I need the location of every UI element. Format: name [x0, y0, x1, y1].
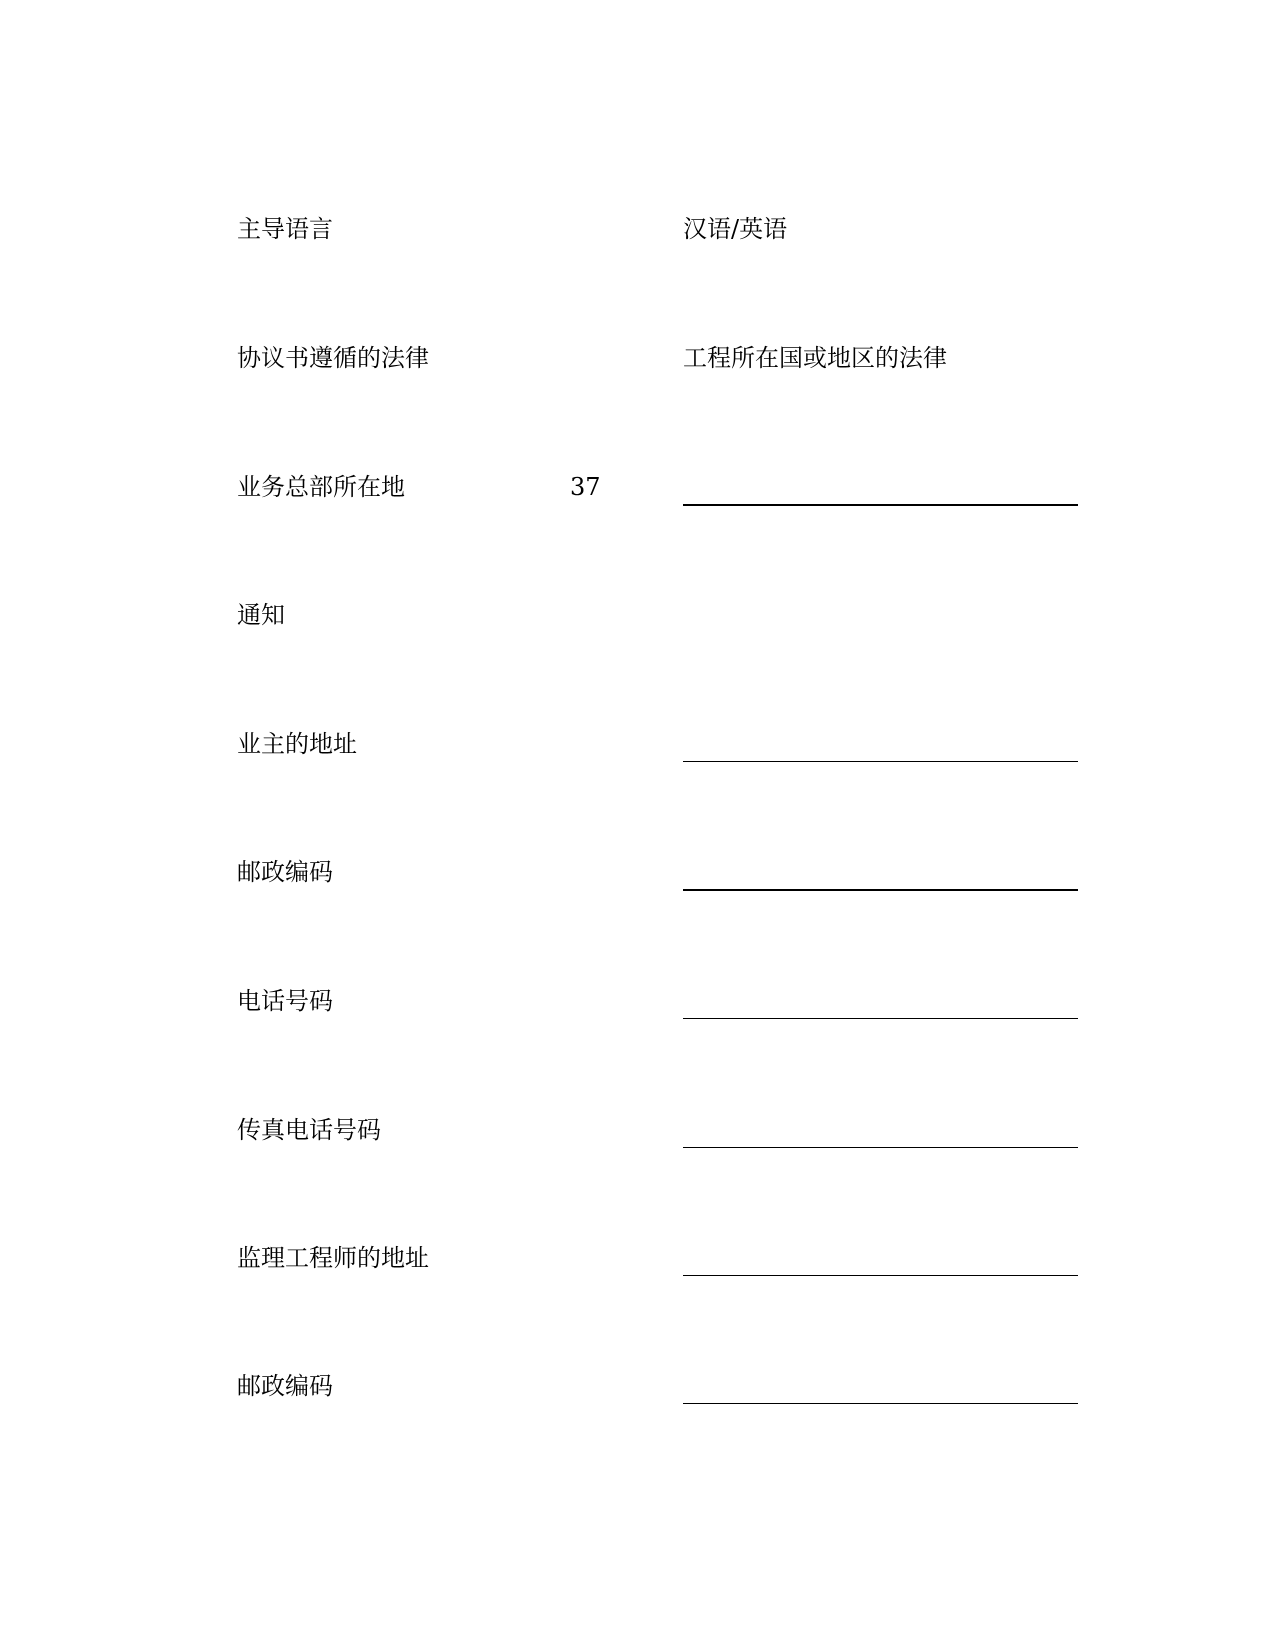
- fill-in-line[interactable]: [683, 761, 1078, 762]
- row-label: 通知: [237, 601, 285, 629]
- row-fax-number: [0, 1115, 1275, 1155]
- row-value: 汉语/英语: [683, 215, 788, 243]
- row-engineer-postal-code: [0, 1371, 1275, 1411]
- fill-in-line[interactable]: [683, 1018, 1078, 1019]
- fill-in-line[interactable]: [683, 504, 1078, 506]
- fill-in-line[interactable]: [683, 1147, 1078, 1148]
- row-notice: [0, 600, 1275, 640]
- row-main-language: [0, 214, 1275, 254]
- row-label: 邮政编码: [237, 858, 333, 886]
- row-postal-code: [0, 857, 1275, 897]
- row-governing-law: [0, 343, 1275, 383]
- clause-number: 37: [570, 473, 601, 501]
- row-headquarters-location: [0, 472, 1275, 512]
- row-label: 电话号码: [237, 987, 333, 1015]
- fill-in-line[interactable]: [683, 889, 1078, 891]
- fill-in-line[interactable]: [683, 1403, 1078, 1404]
- row-phone-number: [0, 986, 1275, 1026]
- row-label: 业务总部所在地: [237, 473, 405, 501]
- row-label: 主导语言: [237, 215, 333, 243]
- row-label: 业主的地址: [237, 730, 357, 758]
- row-label: 监理工程师的地址: [237, 1244, 429, 1272]
- row-owner-address: [0, 729, 1275, 769]
- row-label: 邮政编码: [237, 1372, 333, 1400]
- row-label: 协议书遵循的法律: [237, 344, 429, 372]
- row-engineer-address: [0, 1243, 1275, 1283]
- row-label: 传真电话号码: [237, 1116, 381, 1144]
- fill-in-line[interactable]: [683, 1275, 1078, 1276]
- row-value: 工程所在国或地区的法律: [683, 344, 947, 372]
